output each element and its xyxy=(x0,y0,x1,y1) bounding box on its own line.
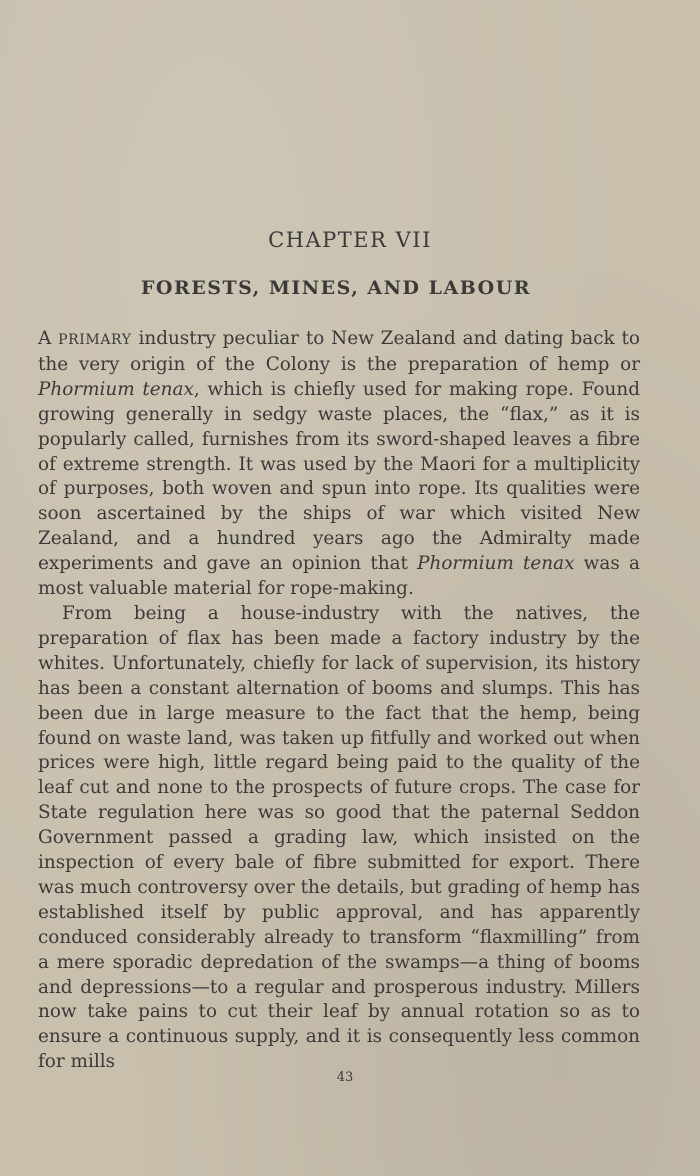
species-name-italic-2: Phormium tenax xyxy=(417,553,575,575)
paragraph-1-segment-2: , which is chiefly used for making rope. Found growing generally in sedgy waste places, the “flax,” as it is popularly called, furnishes from its sword-shaped leaves a fibre of extreme strength. It was used by the Maori for a multiplicity of purposes, both woven and spun into rope. Its qualities were soon ascertained by the ships of war which visited New Zealand, and a hundred years ago the Admiralty made experiments and gave an opinion that xyxy=(38,378,640,575)
body-text xyxy=(38,327,640,1075)
paragraph-1-segment-3: was a most valuable material for rope-making. xyxy=(38,553,640,600)
chapter-heading: CHAPTER VII xyxy=(268,228,432,252)
paragraph-1 xyxy=(38,327,640,602)
dropcap: A xyxy=(38,328,52,349)
smallcaps-word: PRIMARY xyxy=(58,332,132,348)
paragraph-1-segment-1: industry peculiar to New Zealand and dating back to the very origin of the Colony is the preparation of hemp or xyxy=(38,328,640,375)
species-name-italic: Phormium tenax xyxy=(38,378,194,400)
page-number: 43 xyxy=(336,1070,354,1085)
chapter-title: FORESTS, MINES, AND LABOUR xyxy=(140,277,532,299)
paragraph-2: From being a house-industry with the natives, the preparation of flax has been made a factory industry by the whites. Unfortunately, chiefly for lack of supervision, its history has been a constant alternation of booms and slumps. This has been due in large measure to the fact that the hemp, being found on waste land, was taken up fitfully and worked out when prices were high, little regard being paid to the quality of the leaf cut and none to the prospects of future crops. The case for State regulation here was so good that the paternal Seddon Government passed a grading law, which insisted on the inspection of every bale of fibre submitted for export. There was much controversy over the details, but grading of hemp has established itself by public approval, and has apparently conduced considerably already to transform “flaxmilling” from a mere sporadic depredation of the swamps—a thing of booms and depressions—to a regular and prosperous industry. Millers now take pains to cut their leaf by annual rotation so as to ensure a continuous supply, and it is consequently less common for mills xyxy=(38,602,640,1073)
